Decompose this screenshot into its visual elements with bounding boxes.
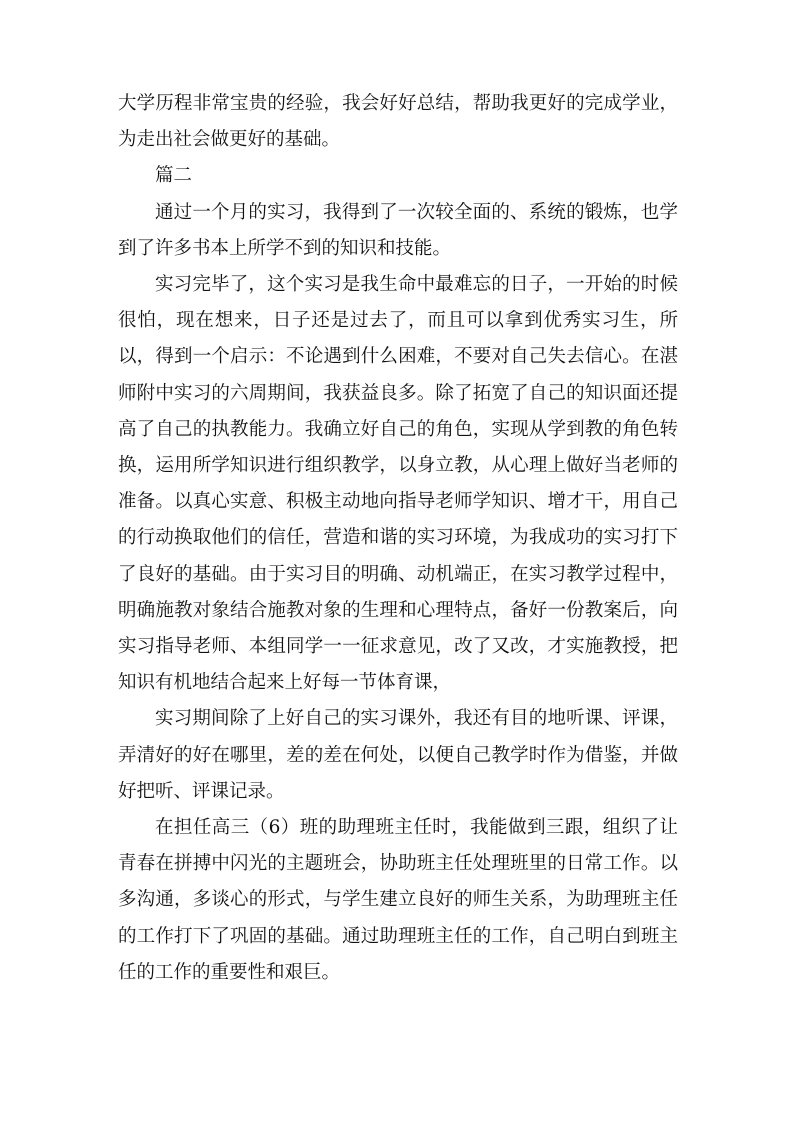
paragraph-continuation: 大学历程非常宝贵的经验，我会好好总结，帮助我更好的完成学业，为走出社会做更好的基础。 xyxy=(118,93,678,151)
paragraph: 通过一个月的实习，我得到了一次较全面的、系统的锻炼，也学到了许多书本上所学不到的知识和技能。 xyxy=(118,201,678,259)
document-body xyxy=(118,86,678,991)
paragraph: 实习完毕了，这个实习是我生命中最难忘的日子，一开始的时候很怕，现在想来，日子还是过去了，而且可以拿到优秀实习生，所以，得到一个启示：不论遇到什么困难，不要对自己失去信心。在湛师附中实习的六周期间，我获益良多。除了拓宽了自己的知识面还提高了自己的执教能力。我确立好自己的角色，实现从学到教的角色转换，运用所学知识进行组织教学，以身立教，从心理上做好当老师的准备。以真心实意、积极主动地向指导老师学知识、增才干，用自己的行动换取他们的信任，营造和谐的实习环境，为我成功的实习打下了良好的基础。由于实习目的明确、动机端正，在实习教学过程中，明确施教对象结合施教对象的生理和心理特点，备好一份教案后，向实习指导老师、本组同学一一征求意见，改了又改，才实施教授，把知识有机地结合起来上好每一节体育课， xyxy=(118,274,678,694)
paragraph: 实习期间除了上好自己的实习课外，我还有目的地听课、评课，弄清好的好在哪里，差的差在何处，以便自己教学时作为借鉴，并做好把听、评课记录。 xyxy=(118,708,678,802)
paragraph: 在担任高三（6）班的助理班主任时，我能做到三跟，组织了让青春在拼搏中闪光的主题班会，协助班主任处理班里的日常工作。以多沟通，多谈心的形式，与学生建立良好的师生关系，为助理班主任的工作打下了巩固的基础。通过助理班主任的工作，自己明白到班主任的工作的重要性和艰巨。 xyxy=(118,817,678,983)
section-heading: 篇二 xyxy=(155,165,193,187)
